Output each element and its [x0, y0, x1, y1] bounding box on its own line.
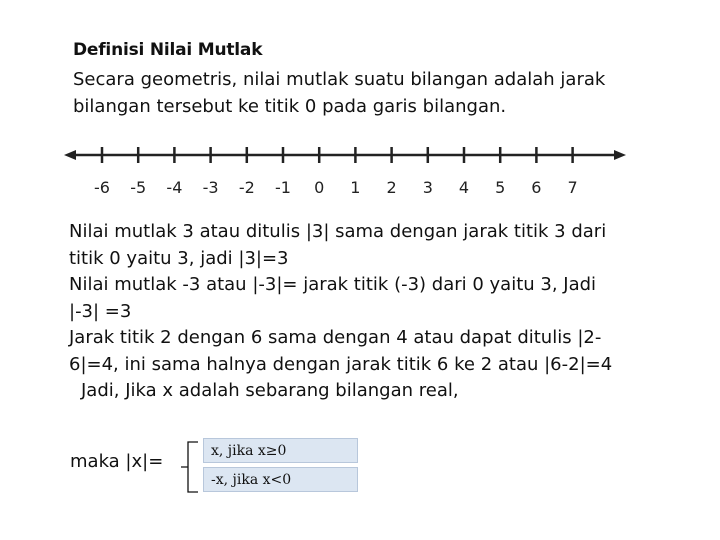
number-line-tick-label: -1 [275, 178, 291, 197]
formula-case-negative: -x, jika x<0 [203, 467, 358, 492]
number-line-tick-label: -3 [202, 178, 219, 197]
body-line: Nilai mutlak -3 atau |-3|= jarak titik (-3) dari 0 yaitu 3, Jadi [69, 274, 597, 295]
number-line-tick-label: -4 [166, 178, 183, 197]
intro-text [73, 66, 673, 120]
body-line: Jadi, Jika x adalah sebarang bilangan real, [81, 380, 459, 401]
body-line: Jarak titik 2 dengan 6 sama dengan 4 atau dapat ditulis |2- [69, 327, 602, 348]
number-line-tick-label: -6 [94, 178, 110, 197]
heading: Definisi Nilai Mutlak [73, 40, 263, 60]
body-line: |-3| =3 [69, 300, 132, 322]
number-line-tick-label: 5 [495, 178, 506, 197]
arrow-left-icon [64, 150, 76, 160]
body-text [69, 219, 689, 405]
number-line-tick-label: -5 [130, 178, 147, 197]
body-line: 6|=4, ini sama halnya dengan jarak titik 6 ke 2 atau |6-2|=4 [69, 353, 613, 375]
formula-case-positive: x, jika x≥0 [203, 438, 358, 463]
number-line-tick-label: -2 [238, 178, 255, 197]
body-line: Nilai mutlak 3 atau ditulis |3| sama dengan jarak titik 3 dari [69, 221, 607, 242]
number-line [0, 140, 720, 200]
number-line-tick-label: 6 [531, 178, 542, 197]
number-line-tick-label: 0 [314, 178, 325, 197]
formula-label: maka |x|= [70, 451, 164, 472]
number-line-tick-label: 1 [350, 178, 361, 197]
number-line-tick-label: 4 [458, 178, 470, 197]
intro-line: bilangan tersebut ke titik 0 pada garis bilangan. [73, 96, 507, 117]
number-line-tick-label: 7 [567, 178, 578, 197]
arrow-right-icon [614, 150, 626, 160]
number-line-tick-label: 2 [386, 178, 397, 197]
body-line: titik 0 yaitu 3, jadi |3|=3 [69, 247, 289, 269]
brace-icon [180, 440, 202, 496]
number-line-tick-label: 3 [422, 178, 433, 197]
intro-line: Secara geometris, nilai mutlak suatu bilangan adalah jarak [73, 69, 606, 90]
